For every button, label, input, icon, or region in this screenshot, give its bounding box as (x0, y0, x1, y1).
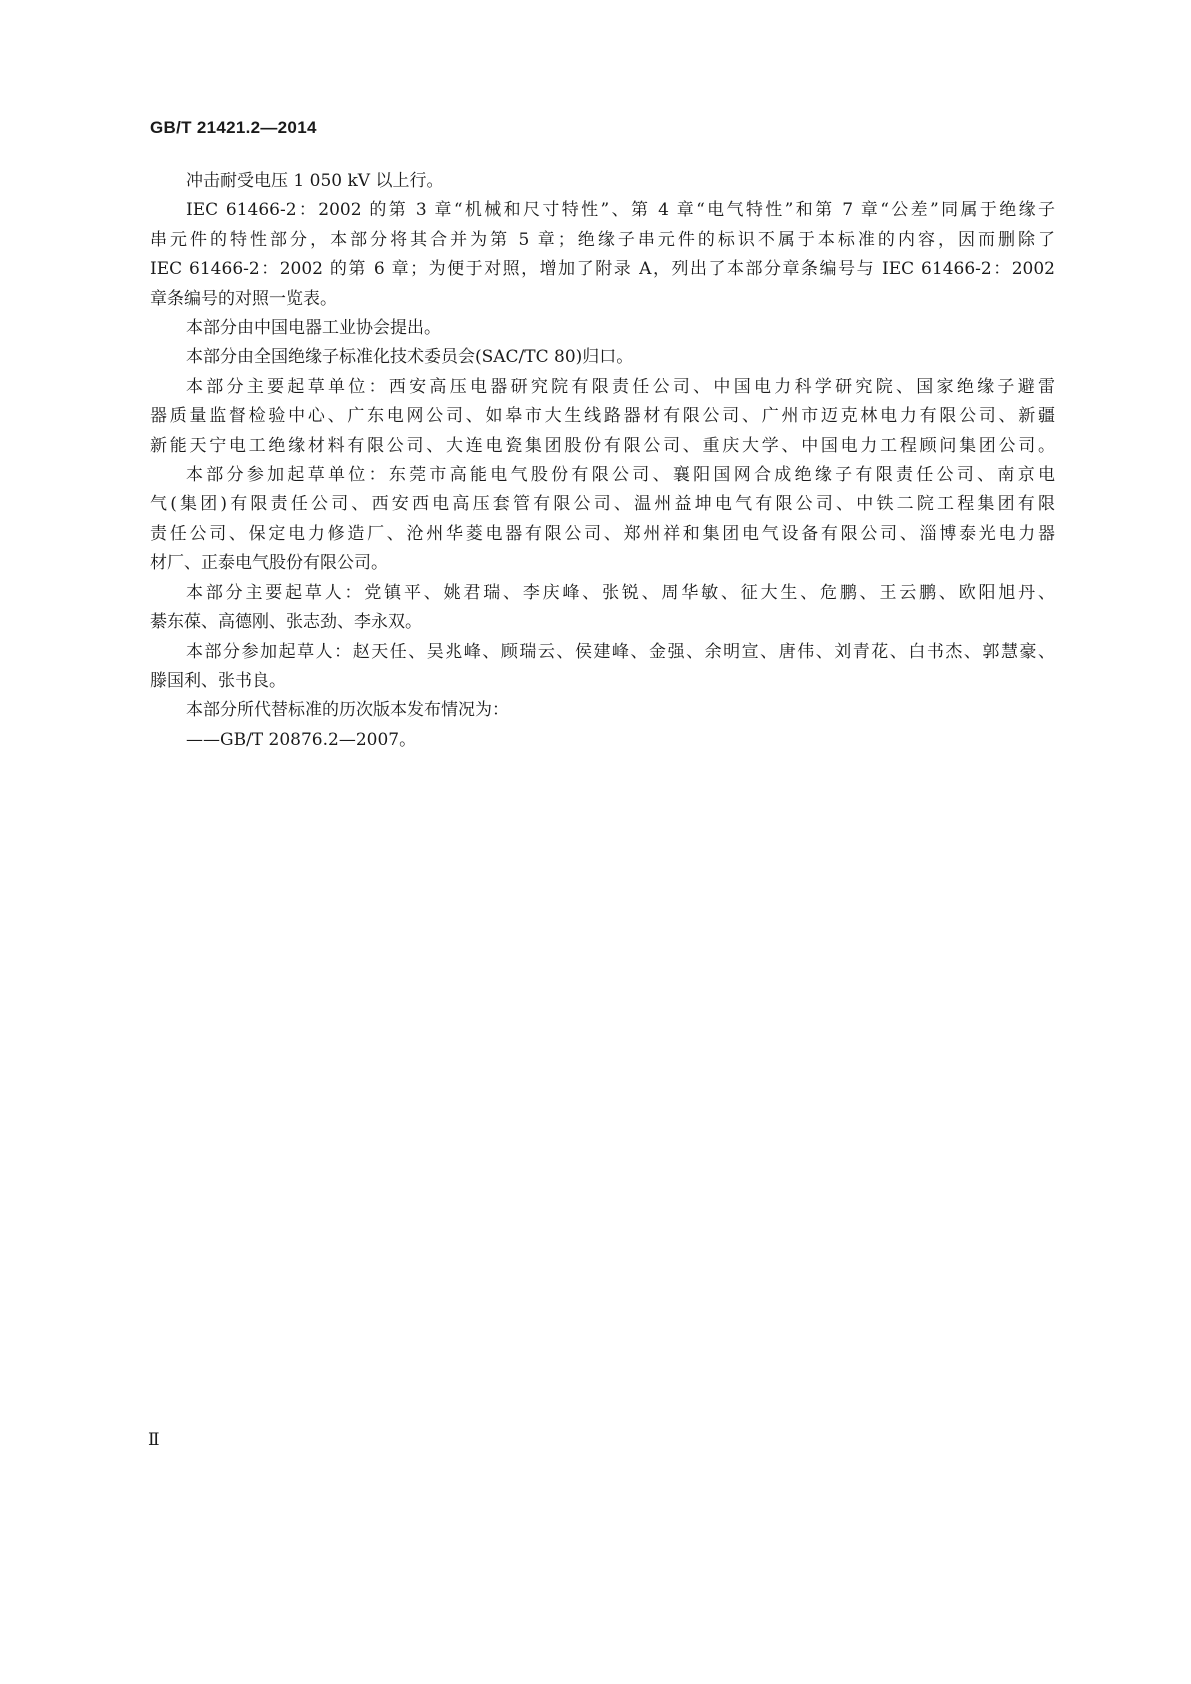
text-line: 滕国利、张书良。 (150, 670, 286, 691)
text-line: 冲击耐受电压 1 050 kV 以上行。 (186, 171, 444, 191)
text-line: 本部分参加起草人：赵天任、吴兆峰、顾瑞云、侯建峰、金强、余明宣、唐伟、刘青花、白书杰、郭慧豪、 (186, 641, 1055, 662)
text-line: 新能天宁电工绝缘材料有限公司、大连电瓷集团股份有限公司、重庆大学、中国电力工程顾问集团公司。 (150, 435, 1055, 456)
paragraph-main-drafters (150, 579, 1055, 638)
page-number: Ⅱ (148, 1430, 160, 1450)
text-line: 材厂、正泰电气股份有限公司。 (150, 553, 388, 574)
text-line: ——GB/T 20876.2—2007。 (186, 729, 417, 750)
paragraph-participating-units (150, 461, 1055, 579)
text-line: 器质量监督检验中心、广东电网公司、如皋市大生线路器材有限公司、广州市迈克林电力有限公司、新疆 (150, 406, 1055, 427)
text-line: IEC 61466-2：2002 的第 6 章；为便于对照，增加了附录 A，列出了本部分章条编号与 IEC 61466-2：2002 (150, 259, 1055, 280)
text-line: 本部分所代替标准的历次版本发布情况为： (186, 700, 509, 721)
previous-version-item (150, 726, 1055, 755)
text-line: 綦东葆、高德刚、张志劲、李永双。 (150, 612, 422, 633)
text-line: 本部分由中国电器工业协会提出。 (186, 318, 441, 339)
text-line: 本部分主要起草单位：西安高压电器研究院有限责任公司、中国电力科学研究院、国家绝缘子避雷 (186, 376, 1055, 397)
text-line: 本部分参加起草单位：东莞市高能电气股份有限公司、襄阳国网合成绝缘子有限责任公司、南京电 (186, 465, 1055, 486)
standard-number-header: GB/T 21421.2—2014 (150, 118, 317, 137)
paragraph-previous-versions (150, 696, 1055, 725)
text-line: 章条编号的对照一览表。 (150, 288, 337, 309)
paragraph-iec-changes (150, 196, 1055, 314)
paragraph-committee (150, 343, 1055, 372)
text-line: 本部分由全国绝缘子标准化技术委员会(SAC/TC 80)归口。 (186, 347, 634, 368)
text-line: 责任公司、保定电力修造厂、沧州华菱电器有限公司、郑州祥和集团电气设备有限公司、淄博泰光电力器 (150, 523, 1055, 544)
text-line: 本部分主要起草人：党镇平、姚君瑞、李庆峰、张锐、周华敏、征大生、危鹏、王云鹏、欧阳旭丹、 (186, 582, 1055, 603)
text-line: IEC 61466-2：2002 的第 3 章“机械和尺寸特性”、第 4 章“电气特性”和第 7 章“公差”同属于绝缘子 (186, 200, 1055, 221)
paragraph-main-drafting-units (150, 373, 1055, 461)
paragraph-impulse-voltage (150, 167, 1055, 196)
text-line: 串元件的特性部分，本部分将其合并为第 5 章；绝缘子串元件的标识不属于本标准的内容，因而删除了 (150, 229, 1055, 250)
document-body (150, 167, 1055, 755)
paragraph-proposer (150, 314, 1055, 343)
paragraph-participating-drafters (150, 638, 1055, 697)
text-line: 气(集团)有限责任公司、西安西电高压套管有限公司、温州益坤电气有限公司、中铁二院工程集团有限 (150, 494, 1055, 515)
